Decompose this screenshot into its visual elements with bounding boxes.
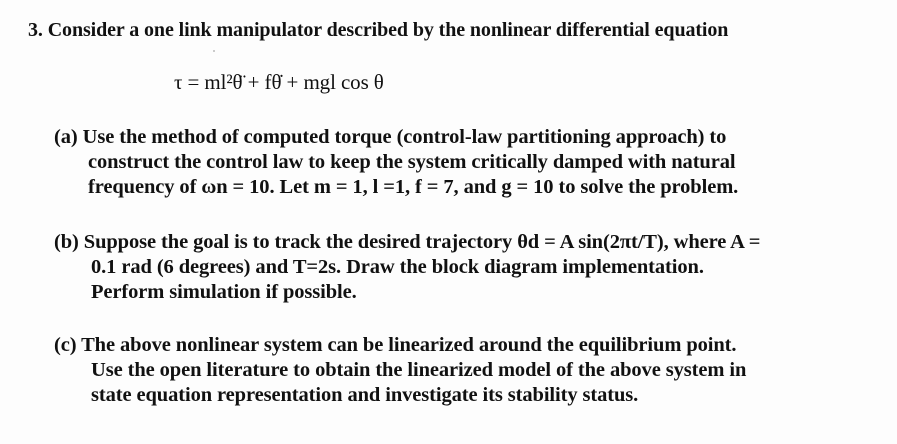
part-b-line-2: 0.1 rad (6 degrees) and T=2s. Draw the block diagram implementation. — [91, 256, 704, 278]
part-c-line-2: Use the open literature to obtain the linearized model of the above system in — [91, 359, 747, 381]
part-c-line-3: state equation representation and investigate its stability status. — [91, 384, 639, 406]
problem-heading: 3. Consider a one link manipulator described by the nonlinear differential equation — [28, 19, 729, 41]
part-a-line-3: frequency of ωn = 10. Let m = 1, l =1, f = 7, and g = 10 to solve the problem. — [88, 176, 739, 198]
part-c-line-1: (c) The above nonlinear system can be linearized around the equilibrium point. — [54, 334, 737, 356]
part-a-line-2: construct the control law to keep the system critically damped with natural — [88, 151, 736, 173]
scan-speck — [213, 50, 215, 52]
equation: τ = ml²θ̈ + fθ̇ + mgl cos θ — [174, 70, 384, 94]
part-b-line-1: (b) Suppose the goal is to track the desired trajectory θd = A sin(2πt/T), where A = — [54, 231, 761, 253]
part-b-line-3: Perform simulation if possible. — [91, 281, 357, 303]
part-a-line-1: (a) Use the method of computed torque (control-law partitioning approach) to — [54, 126, 727, 148]
